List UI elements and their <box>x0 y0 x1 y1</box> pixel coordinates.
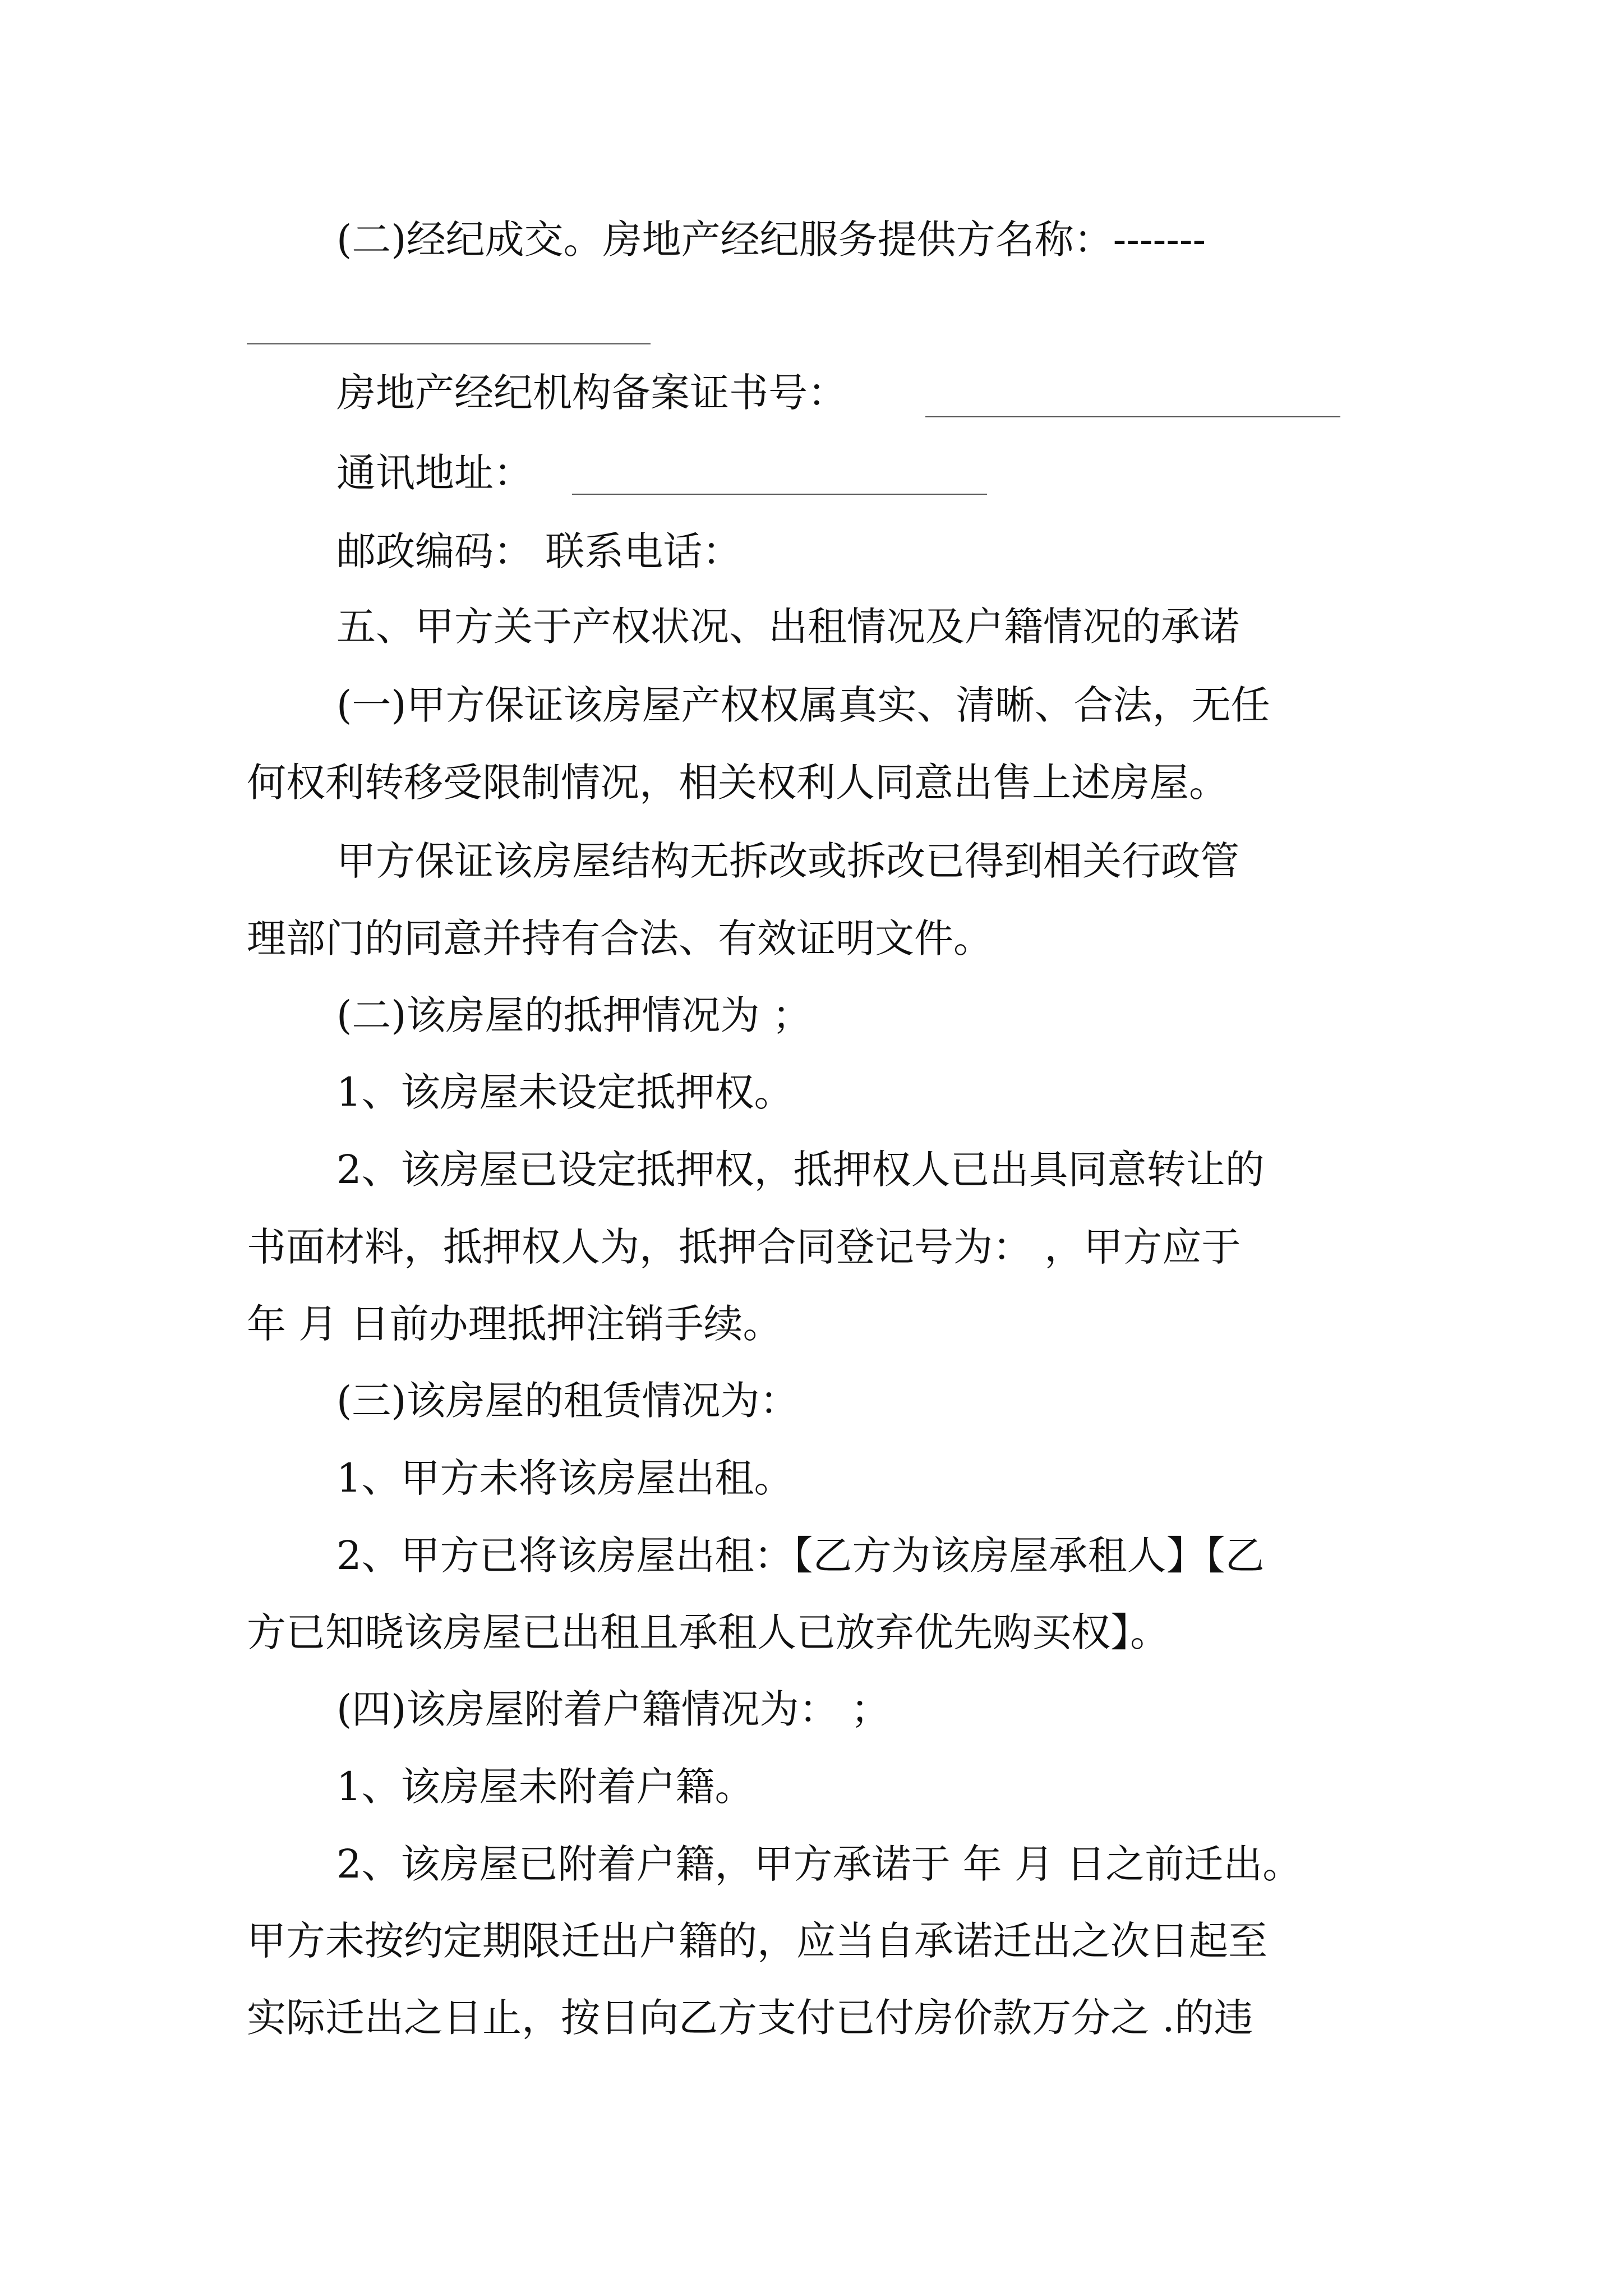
paragraph-line: 房地产经纪机构备案证书号： <box>336 370 847 416</box>
paragraph-line: 1、甲方未将该房屋出租。 <box>336 1455 794 1501</box>
section-heading: 五、甲方关于产权状况、出租情况及户籍情况的承诺 <box>336 604 1239 650</box>
fill-in-blank-line <box>925 416 1340 417</box>
paragraph-line: 甲方未按约定期限迁出户籍的，应当自承诺迁出之次日起至 <box>247 1918 1267 1964</box>
paragraph-line: 2、该房屋已附着户籍，甲方承诺于 年 月 日之前迁出。 <box>336 1841 1302 1887</box>
paragraph-line: 甲方保证该房屋结构无拆改或拆改已得到相关行政管 <box>336 838 1239 884</box>
fill-in-blank-line <box>247 343 651 344</box>
paragraph-line: 方已知晓该房屋已出租且承租人已放弃优先购买权】。 <box>247 1609 1169 1655</box>
paragraph-line: 1、该房屋未附着户籍。 <box>336 1764 754 1810</box>
paragraph-line: 2、甲方已将该房屋出租：【乙方为该房屋承租人】【乙 <box>336 1533 1265 1579</box>
paragraph-line: 年 月 日前办理抵押注销手续。 <box>247 1301 782 1347</box>
paragraph-line: (三)该房屋的租赁情况为： <box>336 1378 799 1424</box>
paragraph-line: 实际迁出之日止，按日向乙方支付已付房价款万分之 .的违 <box>247 1995 1253 2041</box>
paragraph-line: 2、该房屋已设定抵押权，抵押权人已出具同意转让的 <box>336 1147 1265 1193</box>
paragraph-line: (四)该房屋附着户籍情况为： ； <box>336 1686 890 1732</box>
fill-in-blank-line <box>572 494 987 495</box>
paragraph-line: (二)经纪成交。房地产经纪服务提供方名称：------- <box>336 217 1206 263</box>
paragraph-line: (二)该房屋的抵押情况为 ； <box>336 992 811 1038</box>
paragraph-line: (一)甲方保证该房屋产权权属真实、清晰、合法，无任 <box>336 682 1270 728</box>
paragraph-line: 理部门的同意并持有合法、有效证明文件。 <box>247 915 993 961</box>
paragraph-line: 邮政编码： 联系电话： <box>336 528 742 574</box>
paragraph-line: 通讯地址： <box>336 450 533 496</box>
paragraph-line: 何权利转移受限制情况，相关权利人同意出售上述房屋。 <box>247 760 1228 806</box>
paragraph-line: 书面材料，抵押权人为，抵押合同登记号为： ，甲方应于 <box>247 1224 1241 1270</box>
paragraph-line: 1、该房屋未设定抵押权。 <box>336 1069 794 1115</box>
